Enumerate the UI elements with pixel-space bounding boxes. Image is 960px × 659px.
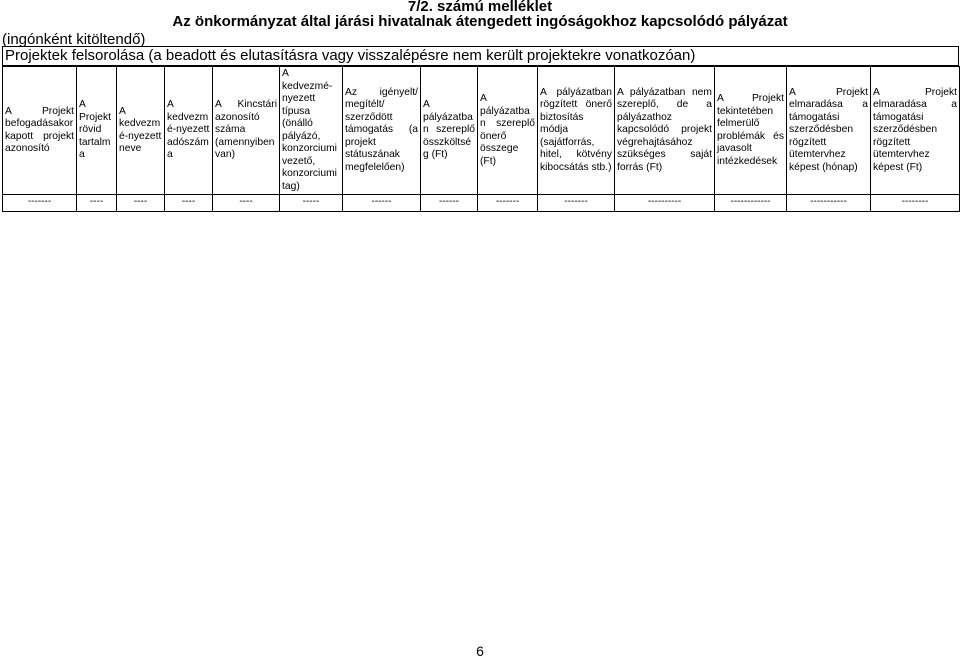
placeholder-cell: -------- — [871, 195, 960, 212]
placeholder-cell: ----- — [280, 195, 343, 212]
placeholder-cell: ---- — [77, 195, 117, 212]
fill-note: (ingónként kitöltendő) — [2, 31, 146, 48]
placeholder-cell: ------- — [478, 195, 538, 212]
placeholder-cell: ----------- — [787, 195, 871, 212]
placeholder-cell: ---- — [117, 195, 165, 212]
placeholder-cell: ---------- — [615, 195, 715, 212]
section-heading: Projektek felsorolása (a beadott és elutasításra vagy visszalépésre nem került projektekre vonatkozóan) — [5, 47, 696, 64]
placeholder-cell: ---- — [213, 195, 280, 212]
projects-table — [2, 66, 960, 212]
column-header: A kedvezmé-nyezett neve — [117, 67, 165, 195]
column-header: A Projekt rövid tartalma — [77, 67, 117, 195]
column-header: A kedvezmé-nyezett adószáma — [165, 67, 213, 195]
table-row — [3, 195, 960, 212]
column-header: A pályázatban szereplő önerő összege (Ft) — [478, 67, 538, 195]
placeholder-cell: ------------ — [715, 195, 787, 212]
placeholder-cell: ---- — [165, 195, 213, 212]
column-header: A Projekt befogadásakor kapott projekt azonosító — [3, 67, 77, 195]
column-header: A Projekt elmaradása a támogatási szerződésben rögzített ütemtervhez képest (Ft) — [871, 67, 960, 195]
placeholder-cell: ------ — [343, 195, 421, 212]
column-header: Az igényelt/ megítélt/ szerződött támogatás (a projekt státuszának megfelelően) — [343, 67, 421, 195]
column-header: A Projekt tekintetében felmerülő problémák és javasolt intézkedések — [715, 67, 787, 195]
column-header: A pályázatban szereplő összköltség (Ft) — [421, 67, 478, 195]
table-header-row — [3, 67, 960, 195]
column-header: A pályázatban rögzített önerő biztosítás módja (sajátforrás, hitel, kötvény kibocsátás stb.) — [538, 67, 615, 195]
section-heading-box — [2, 46, 959, 66]
column-header: A Kincstári azonosító száma (amennyiben van) — [213, 67, 280, 195]
column-header: A kedvezmé-nyezett típusa (önálló pályázó, konzorciumi vezető, konzorciumi tag) — [280, 67, 343, 195]
placeholder-cell: ------- — [538, 195, 615, 212]
placeholder-cell: ------ — [421, 195, 478, 212]
placeholder-cell: ------- — [3, 195, 77, 212]
column-header: A pályázatban nem szereplő, de a pályázathoz kapcsolódó projekt végrehajtásához szükséges saját forrás (Ft) — [615, 67, 715, 195]
column-header: A Projekt elmaradása a támogatási szerződésben rögzített ütemtervhez képest (hónap) — [787, 67, 871, 195]
page-number: 6 — [476, 643, 484, 659]
annex-label: 7/2. számú melléklet — [407, 0, 553, 15]
document-title: Az önkormányzat által járási hivatalnak átengedett ingóságokhoz kapcsolódó pályázat — [172, 13, 788, 30]
